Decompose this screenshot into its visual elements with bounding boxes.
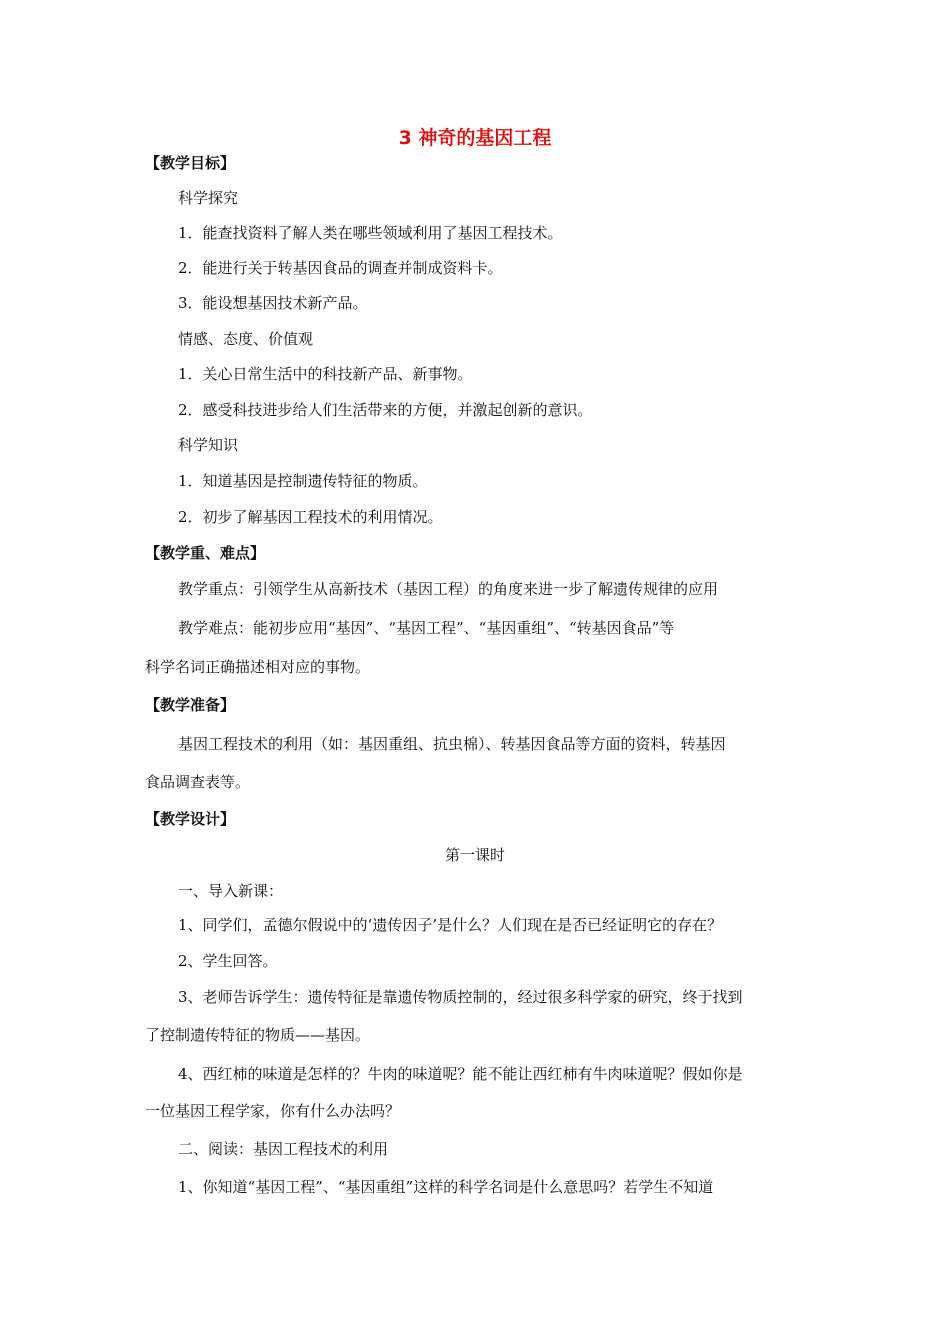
section-heading: 【教学目标】	[145, 154, 236, 172]
section-heading: 【教学重、难点】	[145, 544, 266, 562]
paragraph-line: 2、学生回答。	[178, 952, 278, 970]
paragraph-line: 1、你知道“基因工程”、“基因重组”这样的科学名词是什么意思吗？若学生不知道	[178, 1178, 714, 1196]
paragraph-line: 情感、态度、价值观	[178, 330, 314, 348]
lesson-subtitle: 第一课时	[444, 846, 505, 864]
paragraph-line: 教学重点：引领学生从高新技术（基因工程）的角度来进一步了解遗传规律的应用	[178, 580, 719, 598]
paragraph-line: 2．感受科技进步给人们生活带来的方便，并激起创新的意识。	[178, 401, 593, 419]
paragraph-continuation: 食品调查表等。	[145, 773, 251, 791]
paragraph-continuation: 一位基因工程学家，你有什么办法吗？	[145, 1102, 401, 1120]
paragraph-line: 4、西红柿的味道是怎样的？牛肉的味道呢？能不能让西红柿有牛肉味道呢？假如你是	[178, 1065, 743, 1083]
paragraph-line: 教学难点：能初步应用“基因”、“基因工程”、“基因重组”、“转基因食品”等	[178, 619, 675, 637]
paragraph-line: 3．能设想基因技术新产品。	[178, 294, 368, 312]
paragraph-line: 一、导入新课：	[178, 882, 284, 900]
section-heading: 【教学设计】	[145, 810, 236, 828]
paragraph-line: 3、老师告诉学生：遗传特征是靠遗传物质控制的，经过很多科学家的研究，终于找到	[178, 988, 743, 1006]
paragraph-line: 2．能进行关于转基因食品的调查并制成资料卡。	[178, 259, 503, 277]
paragraph-continuation: 了控制遗传特征的物质——基因。	[145, 1026, 371, 1044]
paragraph-line: 1、同学们，孟德尔假说中的‘遗传因子’是什么？人们现在是否已经证明它的存在？	[178, 916, 723, 934]
paragraph-line: 二、阅读：基因工程技术的利用	[178, 1140, 389, 1158]
paragraph-line: 2．初步了解基因工程技术的利用情况。	[178, 508, 443, 526]
paragraph-line: 1．知道基因是控制遗传特征的物质。	[178, 472, 428, 490]
paragraph-continuation: 科学名词正确描述相对应的事物。	[145, 658, 371, 676]
paragraph-line: 1．关心日常生活中的科技新产品、新事物。	[178, 365, 473, 383]
paragraph-line: 1．能查找资料了解人类在哪些领域利用了基因工程技术。	[178, 224, 563, 242]
paragraph-line: 科学知识	[178, 436, 239, 454]
section-heading: 【教学准备】	[145, 696, 236, 714]
paragraph-line: 基因工程技术的利用（如：基因重组、抗虫棉）、转基因食品等方面的资料，转基因	[178, 735, 726, 753]
paragraph-line: 科学探究	[178, 189, 239, 207]
document-title: 3 神奇的基因工程	[398, 127, 552, 149]
